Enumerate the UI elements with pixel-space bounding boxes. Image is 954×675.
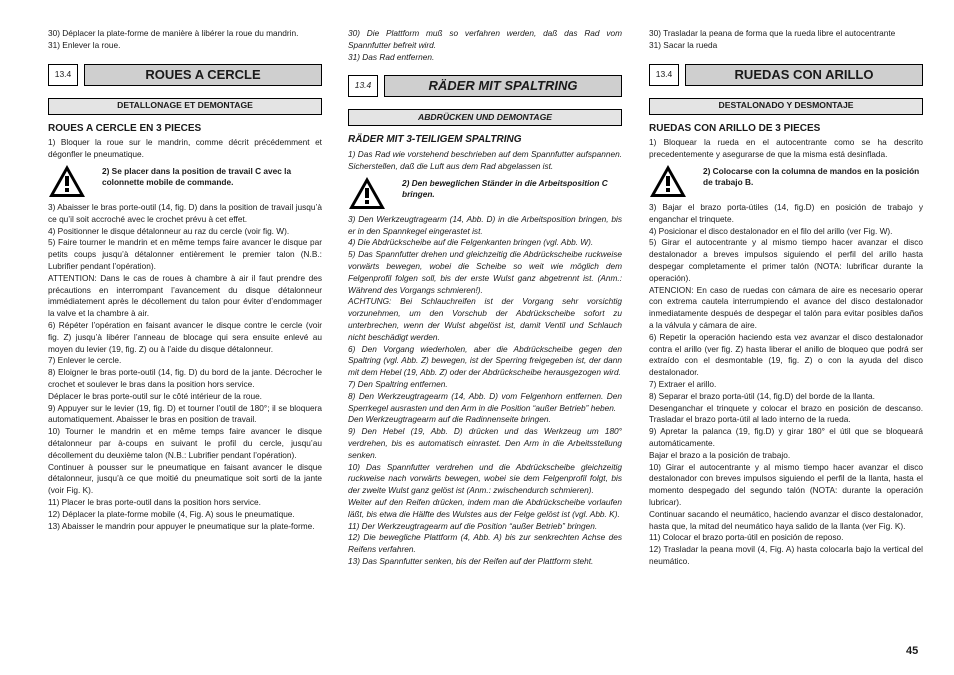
paragraph: 6) Repetir la operación haciendo esta vez avanzar el disco destalonador contra el arillo (ver fig. Z) hasta liberar el anillo de bloqueo que podrá ser extraído con el desmontable (19, fig. Z) o con la ayuda del disco destalonador. — [649, 331, 923, 378]
warning-block — [48, 164, 322, 198]
section-number: 13.4 — [348, 75, 378, 97]
paragraph: 9) Appuyer sur le levier (19, fig. D) et tourner l’outil de 180°; il se bloquera automatiquement. Abaisser le bras en position de travail. — [48, 402, 322, 425]
paragraph: Continuer à pousser sur le pneumatique en faisant avancer le disque détalonneur, jusqu’à ce que moitié du pneumatique soit sorti de la jante (voir Fig. K). — [48, 461, 322, 496]
paragraph: 4) Positionner le disque détalonneur au raz du cercle (voir fig. W). — [48, 225, 290, 236]
paragraph: 13) Abaisser le mandrin pour appuyer le pneumatique sur la plate-forme. — [48, 520, 315, 531]
subheader: DESTALONADO Y DESMONTAJE — [649, 98, 923, 115]
warning-triangle-icon — [48, 164, 86, 198]
paragraph: ATENCION: En caso de ruedas con cámara de aire es necesario operar con extrema cautela interrumpiendo el avance del disco destalonador inmediatamente después de despegar el talón para evitar posibles daños a la válvula y cámara de aire. — [649, 284, 923, 330]
top-line: 30) Déplacer la plate-forme de manière à libérer la roue du mandrin. — [48, 28, 299, 38]
warning-text: 2) Se placer dans la position de travail C avec la colonnette mobile de commande. — [102, 165, 292, 188]
warning-block — [348, 176, 622, 210]
paragraph: 6) Répéter l’opération en faisant avancer le disque contre le cercle (voir fig. Z) jusqu’à libérer l’anneau de blocage qui sera ensuite enlevé au moyen du levier (19, fig. Z) ou à l’aide du disque détalonneur. — [48, 319, 322, 354]
warning-text: 2) Den beweglichen Ständer in die Arbeitsposition C bringen. — [402, 177, 608, 200]
section-number: 13.4 — [649, 64, 679, 86]
subheader: ABDRÜCKEN UND DEMONTAGE — [348, 109, 622, 126]
paragraph: 1) Das Rad wie vorstehend beschrieben auf dem Spannfutter aufspannen. Sicherstellen, daß die Luft aus dem Rad abgelassen ist. — [348, 149, 622, 171]
paragraph: Continuar sacando el neumático, haciendo avanzar el disco destalonador, hasta que, la mitad del neumático haya salido de la llanta (ver Fig. K). — [649, 508, 923, 531]
paragraph: 12) Trasladar la peana movil (4, Fig. A) hasta colocarla bajo la vertical del neumático. — [649, 544, 923, 566]
heading: RÄDER MIT 3-TEILIGEM SPALTRING — [348, 134, 522, 146]
paragraph: 5) Girar el autocentrante y al mismo tiempo hacer avanzar el disco destalonador a breves impulsos siguiendo el perfil del arillo hasta despegar completamente el primer talón (NOTA: lubrificar durante la operación). — [649, 237, 923, 283]
paragraph: 3) Abaisser le bras porte-outil (14, fig. D) dans la position de travail jusqu’à ce qu’il soit accroché avec le crochet prévu à cet effet. — [48, 201, 322, 224]
paragraph: 9) Apretar la palanca (19, fig.D) y girar 180° el útil que se bloqueará automáticamente. — [649, 426, 923, 448]
paragraph: Bajar el brazo a la posición de trabajo. — [649, 449, 791, 460]
paragraph: Weiter auf den Reifen drücken, indem man die Abdrückscheibe vorlaufen läßt, bis etwa die Hälfte des Wulstes aus der Felge gelöst ist (vgl. Abb. K). — [348, 496, 622, 519]
column-spanish — [649, 28, 923, 568]
paragraph: 8) Eloigner le bras porte-outil (14, fig. D) du bord de la jante. Décrocher le crochet et soulever le bras dans la position hors service. — [48, 367, 322, 389]
top-line: 30) Trasladar la peana de forma que la rueda libre el autocentrante — [649, 28, 896, 38]
paragraph: 12) Déplacer la plate-forme mobile (4, Fig. A) sous le pneumatique. — [48, 508, 295, 519]
paragraph: 4) Posicionar el disco destalonador en el filo del arillo (ver Fig. W). — [649, 225, 893, 236]
warning-block — [649, 164, 923, 198]
paragraph: 13) Das Spannfutter senken, bis der Reifen auf der Plattform steht. — [348, 555, 594, 566]
top-line: 31) Enlever la roue. — [48, 39, 121, 50]
paragraph: 3) Den Werkzeugtragearm (14, Abb. D) in die Arbeitsposition bringen, bis er in den Spannkegel eingerastet ist. — [348, 213, 622, 236]
paragraph: 4) Die Abdrückscheibe auf die Felgenkanten bringen (vgl. Abb. W). — [348, 237, 594, 248]
paragraph: Den Werkzeugtragearm auf die Radinnenseite bringen. — [348, 414, 551, 425]
paragraph: 7) Extraer el arillo. — [649, 378, 717, 389]
paragraph: 5) Das Spannfutter drehen und gleichzeitig die Abdrückscheibe ruckweise vorwärts bewegen, wobei die Scheibe so weit wie möglich dem Felgenprofil folgen soll, bis der erste Wulst ganz abgetrennt ist. (Anm.: Während des Vorgangs schmieren!). — [348, 249, 622, 295]
paragraph: Déplacer le bras porte-outil sur le côté intérieur de la roue. — [48, 390, 262, 401]
paragraph: 11) Der Werkzeugtragearm auf die Position “außer Betrieb” bringen. — [348, 520, 598, 531]
paragraph: 11) Colocar el brazo porta-útil en posición de reposo. — [649, 532, 844, 543]
warning-triangle-icon — [649, 164, 687, 198]
paragraph: 8) Den Werkzeugtragearm (14, Abb. D) vom Felgenhorn entfernen. Den Sperrkegel ausrasten und den Arm in die Position “außer Betrieb” heben. — [348, 390, 622, 413]
section-title: RUEDAS CON ARILLO — [685, 64, 923, 86]
paragraph: 10) Tourner le mandrin et en même temps faire avancer le disque détalonneur par à-coups en suivant le profil du cercle, jusqu’au décollement du deuxième talon (N.B.: Lubrifier pendant l’opération). — [48, 426, 322, 460]
warning-triangle-icon — [348, 176, 386, 210]
top-line: 31) Das Rad entfernen. — [348, 51, 435, 62]
section-header — [348, 75, 622, 97]
paragraph: 3) Bajar el brazo porta-útiles (14, fig.D) en posición de trabajo y enganchar el trinquete. — [649, 201, 923, 224]
paragraph: 10) Das Spannfutter verdrehen und die Abdrückscheibe gleichzeitig ruckweise nach vorwärts bewegen, wobei sie dem Felgenprofil folgt, bis der zweite Wulst ganz gelöst ist (Anm.: zwischendurch schmieren). — [348, 461, 622, 496]
paragraph: 1) Bloquear la rueda en el autocentrante como se ha descrito precedentemente y asegurarse de que la misma está desinflada. — [649, 137, 923, 160]
paragraph: 6) Den Vorgang wiederholen, aber die Abdrückscheibe gegen den Spaltring (vgl. Abb. Z) bewegen, ist der Sperring freigegeben ist, der dann mit dem Hebel (19, Abb. Z) oder der Abdrückscheibe herausgezogen wird. — [348, 343, 622, 378]
section-header — [48, 64, 322, 86]
paragraph: Desenganchar el trinquete y colocar el brazo en posición de descanso. Trasladar el brazo porta-útil al lado interno de la rueda. — [649, 402, 923, 425]
column-french — [48, 28, 322, 532]
section-title: RÄDER MIT SPALTRING — [384, 75, 622, 97]
paragraph: 11) Placer le bras porte-outil dans la position hors service. — [48, 496, 261, 507]
section-header — [649, 64, 923, 86]
heading: ROUES A CERCLE EN 3 PIECES — [48, 122, 202, 134]
top-line: 31) Sacar la rueda — [649, 39, 718, 50]
paragraph: 10) Girar el autocentrante y al mismo tiempo hacer avanzar el disco destalonador con breves impulsos siguiendo el perfil de la llanta, hasta el momento despegado del segundo talón (NOTA: durante la operación lubricar). — [649, 461, 923, 507]
heading: RUEDAS CON ARILLO DE 3 PIECES — [649, 122, 821, 134]
section-number: 13.4 — [48, 64, 78, 86]
warning-text: 2) Colocarse con la columna de mandos en la posición de trabajo B. — [703, 165, 920, 188]
paragraph: 7) Den Spaltring entfernen. — [348, 378, 448, 389]
paragraph: 8) Separar el brazo porta-útil (14, fig.D) del borde de la llanta. — [649, 390, 875, 401]
paragraph: ATTENTION: Dans le cas de roues à chambre à air il faut prendre des précautions en interrompant l’avancement du disque détalonneur immédiatement après le décollement du talon pour éviter d’endommager la valve et la chambre à air. — [48, 272, 322, 319]
column-german — [348, 28, 622, 568]
paragraph: 9) Den Hebel (19, Abb. D) drücken und das Werkzeug um 180° verdrehen, bis es automatisch einrastet. Den Arm in die Arbeitsstellung senken. — [348, 426, 622, 460]
section-title: ROUES A CERCLE — [84, 64, 322, 86]
subheader: DETALLONAGE ET DEMONTAGE — [48, 98, 322, 115]
paragraph: 1) Bloquer la roue sur le mandrin, comme décrit précédemment et dégonfler le pneumatique. — [48, 137, 322, 160]
paragraph: 12) Die bewegliche Plattform (4, Abb. A) bis zur senkrechten Achse des Reifens verfahren. — [348, 532, 622, 555]
top-line: 30) Die Plattform muß so verfahren werden, daß das Rad vom Spannfutter befreit wird. — [348, 28, 622, 50]
page-number: 45 — [906, 645, 919, 657]
paragraph: ACHTUNG: Bei Schlauchreifen ist der Vorgang sehr vorsichtig vorzunehmen, um den Vorschub der Abdrückscheibe sofort zu unterbrechen, wenn der Wulst abgelöst ist, damit Ventil und Schlauch nicht beschädigt werden. — [348, 296, 622, 342]
paragraph: 7) Enlever le cercle. — [48, 355, 122, 366]
paragraph: 5) Faire tourner le mandrin et en même temps faire avancer le disque par petits coups jusqu’à détalonner entièrement le premier talon (N.B.: Lubrifier pendant l’opération). — [48, 237, 322, 271]
